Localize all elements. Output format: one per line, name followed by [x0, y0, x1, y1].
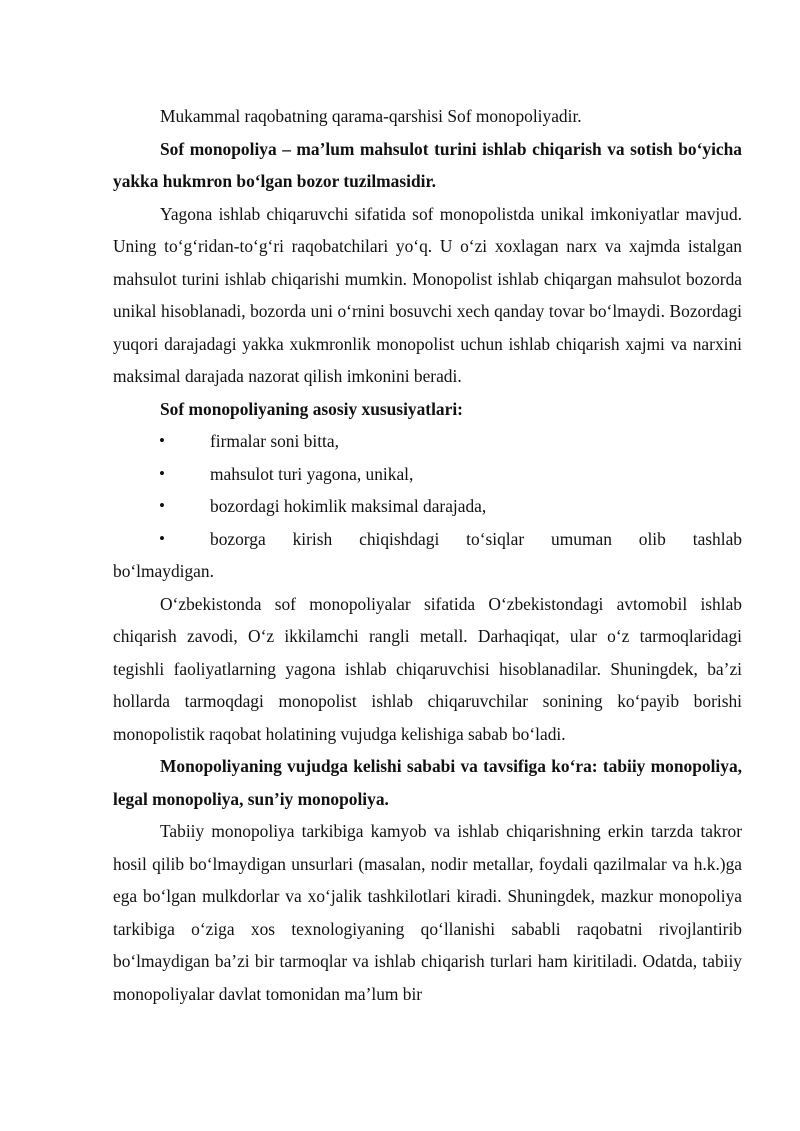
- paragraph-intro: Mukammal raqobatning qarama-qarshisi Sof monopoliyadir.: [160, 106, 582, 126]
- definition-paragraph: Sof monopoliya – ma’lum mahsulot turini ishlab chiqarish va sotish bo‘yicha yakka hukmron bo‘lgan bozor tuzilmasidir.: [113, 138, 742, 191]
- bullet-icon: •: [159, 528, 165, 548]
- list-item-continuation: bo‘lmaydigan.: [113, 561, 214, 581]
- paragraph-monopolist: Yagona ishlab chiqaruvchi sifatida sof monopolistda unikal imkoniyatlar mavjud. Uning to‘g‘ridan-to‘g‘ri raqobatchilari yo‘q. U o‘zi xoxlagan narx va xajmda istalgan mahsulot turini ishlab chiqarishi mumkin. Monopolist ishlab chiqargan mahsulot bozorda unikal hisoblanadi, bozorda uni o‘rnini bosuvchi xech qanday tovar bo‘lmaydi. Bozordagi yuqori darajadagi yakka xukmronlik monopolist uchun ishlab chiqarish xajmi va narxini maksimal darajada nazorat qilish imkonini beradi.: [113, 203, 742, 386]
- list-item-text: firmalar soni bitta,: [210, 431, 339, 451]
- list-item-text: bozorga kirish chiqishdagi to‘siqlar umuman olib tashlab: [210, 528, 742, 549]
- bullet-icon: •: [159, 431, 165, 450]
- list-item-text: bozordagi hokimlik maksimal darajada,: [210, 496, 487, 516]
- bullet-icon: •: [159, 463, 165, 483]
- list-item-text: mahsulot turi yagona, unikal,: [210, 463, 414, 484]
- features-heading: Sof monopoliyaning asosiy xususiyatlari:: [160, 398, 463, 419]
- list-item: [113, 458, 742, 491]
- list-item: [113, 425, 742, 458]
- list-item: [113, 490, 742, 523]
- bullet-icon: •: [159, 496, 165, 515]
- document-page: [113, 100, 742, 1010]
- paragraph-natural-monopoly: Tabiiy monopoliya tarkibiga kamyob va ishlab chiqarishning erkin tarzda takror hosil qilib bo‘lmaydigan unsurlari (masalan, nodir metallar, foydali qazilmalar va h.k.)ga ega bo‘lgan mulkdorlar va xo‘jalik tashkilotlari kiradi. Shuningdek, mazkur monopoliya tarkibiga o‘ziga xos texnologiyaning qo‘llanishi sababli raqobatni rivojlantirib bo‘lmaydigan ba’zi bir tarmoqlar va ishlab chiqarish turlari ham kiritiladi. Odatda, tabiiy monopoliyalar davlat tomonidan ma’lum bir: [113, 821, 742, 1004]
- list-item: [113, 523, 742, 556]
- paragraph-uzbekistan: O‘zbekistonda sof monopoliyalar sifatida O‘zbekistondagi avtomobil ishlab chiqarish zavodi, O‘z ikkilamchi rangli metall. Darhaqiqat, ular o‘z tarmoqlaridagi tegishli faoliyatlarning yagona ishlab chiqaruvchisi hisoblanadilar. Shuningdek, ba’zi hollarda tarmoqdagi monopolist ishlab chiqaruvchilar sonining ko‘payib borishi monopolistik raqobat holatining vujudga kelishiga sabab bo‘ladi.: [113, 593, 742, 744]
- types-heading: Monopoliyaning vujudga kelishi sababi va tavsifiga ko‘ra: tabiiy monopoliya, legal monopoliya, sun’iy monopoliya.: [113, 756, 742, 809]
